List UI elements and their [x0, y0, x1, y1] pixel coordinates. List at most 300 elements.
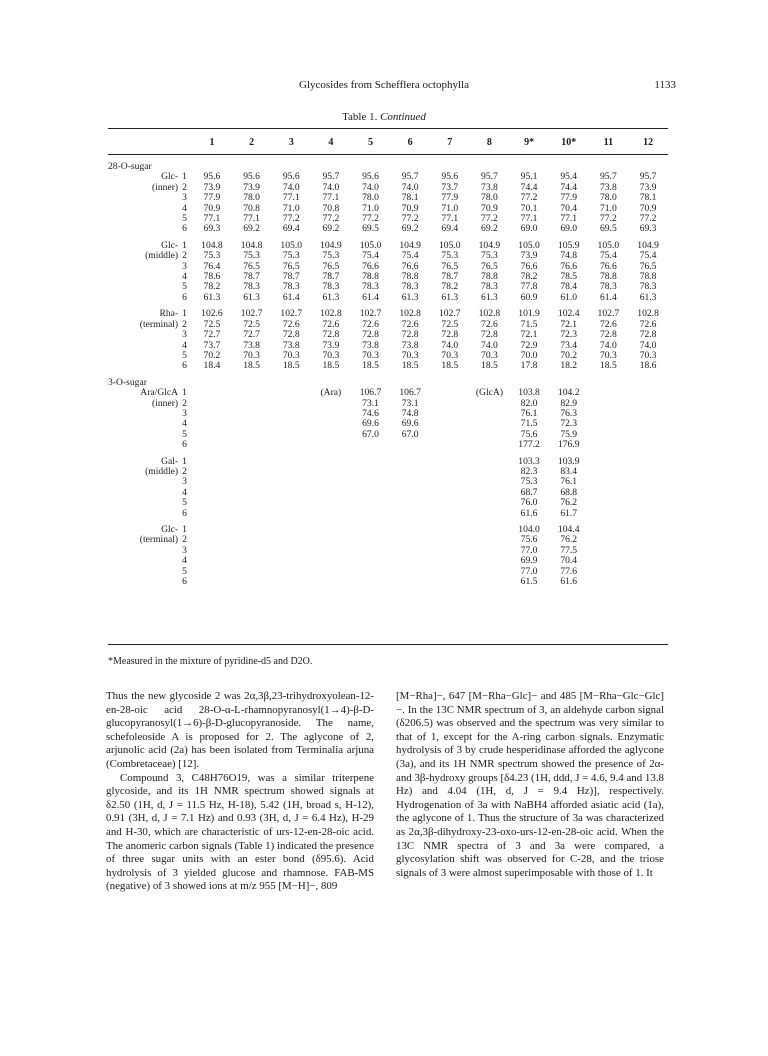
shift-value: 73.9: [520, 250, 538, 262]
shift-value: 77.9: [560, 192, 578, 204]
shift-value: [311, 509, 351, 519]
table-row: [108, 467, 668, 477]
shift-value: 78.0: [599, 192, 617, 204]
body-column-left: [106, 690, 374, 894]
shift-value: 69.4: [282, 223, 300, 235]
label-cell: [108, 409, 180, 419]
shift-value: [232, 498, 272, 508]
shift-value: [430, 399, 470, 409]
column-header: 8: [486, 136, 492, 148]
shift-value: 73.4: [560, 339, 578, 351]
carbon-position: 2: [182, 465, 187, 477]
shift-value: [232, 430, 272, 440]
shift-value: [271, 477, 311, 487]
table-row: [108, 272, 668, 282]
shift-value: 70.4: [560, 555, 578, 567]
shift-value: [470, 477, 510, 487]
shift-value: [589, 509, 629, 519]
column-header: 2: [249, 136, 255, 148]
shift-value: [271, 498, 311, 508]
shift-value: 104.9: [399, 239, 421, 251]
shift-value: [589, 477, 629, 487]
label-cell: [108, 361, 180, 371]
carbon-position: 3: [182, 192, 187, 204]
shift-value: 61.3: [441, 291, 459, 303]
shift-value: 78.8: [599, 271, 617, 283]
shift-value: [430, 535, 470, 545]
shift-value: 77.1: [322, 192, 340, 204]
sugar-label: Ara/GlcA: [140, 387, 179, 399]
shift-value: [232, 477, 272, 487]
carbon-position: 2: [182, 250, 187, 262]
table-row: [108, 525, 668, 535]
shift-value: 78.4: [560, 281, 578, 293]
shift-value: [311, 399, 351, 409]
carbon-position: 1: [182, 171, 187, 183]
shift-value: 76.5: [322, 260, 340, 272]
shift-value: [271, 488, 311, 498]
shift-value: [351, 509, 391, 519]
shift-value: 72.3: [560, 418, 578, 430]
shift-value: 61.6: [520, 507, 538, 519]
shift-value: 76.5: [481, 260, 498, 272]
shift-value: 70.9: [481, 202, 498, 214]
shift-value: 70.3: [599, 349, 617, 361]
shift-value: 70.2: [560, 349, 578, 361]
shift-value: [192, 535, 232, 545]
column-header: 6: [407, 136, 413, 148]
shift-value: 76.2: [560, 534, 578, 546]
label-cell: [108, 204, 180, 214]
shift-value: [628, 457, 668, 467]
shift-value: [470, 457, 510, 467]
table-header-row: [108, 130, 668, 156]
shift-value: 76.5: [243, 260, 260, 272]
section-title: 28-O-sugar: [108, 161, 152, 172]
shift-value: 95.4: [560, 171, 578, 183]
shift-value: 73.9: [639, 181, 657, 193]
shift-value: [390, 498, 430, 508]
shift-value: [430, 567, 470, 577]
carbon-position: 6: [182, 507, 187, 519]
shift-value: [390, 546, 430, 556]
sugar-sublabel: (inner): [152, 181, 179, 193]
shift-value: 78.2: [520, 271, 538, 283]
shift-value: 61.4: [599, 291, 617, 303]
shift-value: 104.8: [240, 239, 263, 251]
sugar-label: Glc-: [161, 239, 179, 251]
shift-value: 77.9: [441, 192, 459, 204]
shift-value: [311, 546, 351, 556]
shift-value: 78.8: [639, 271, 657, 283]
shift-value: [589, 556, 629, 566]
shift-value: 61.3: [322, 291, 340, 303]
shift-value: [628, 399, 668, 409]
shift-value: 78.6: [203, 271, 221, 283]
shift-value: [589, 457, 629, 467]
shift-value: 103.3: [518, 455, 540, 467]
shift-value: 77.2: [639, 213, 657, 225]
shift-value: 76.6: [401, 260, 419, 272]
shift-value: 95.6: [441, 171, 459, 183]
shift-value: [589, 388, 629, 398]
shift-value: [311, 419, 351, 429]
table-row: [108, 183, 668, 193]
shift-value: 69.2: [243, 223, 260, 235]
carbon-position: 1: [182, 308, 187, 320]
shift-value: 77.2: [481, 213, 498, 225]
shift-value: [351, 477, 391, 487]
shift-value: [390, 467, 430, 477]
shift-value: [628, 488, 668, 498]
shift-value: 104.2: [557, 387, 580, 399]
shift-value: 77.1: [520, 213, 538, 225]
shift-value: [390, 457, 430, 467]
shift-value: 72.6: [362, 318, 379, 330]
shift-value: 78.7: [243, 271, 260, 283]
shift-value: [271, 525, 311, 535]
shift-value: 105.0: [518, 239, 540, 251]
carbon-position: 3: [182, 476, 187, 488]
table-row: [108, 193, 668, 203]
shift-value: 75.3: [481, 250, 498, 262]
shift-value: 70.3: [481, 349, 498, 361]
shift-value: [311, 535, 351, 545]
shift-value: [628, 577, 668, 587]
shift-value: 73.1: [401, 397, 419, 409]
shift-value: [311, 488, 351, 498]
shift-value: [232, 419, 272, 429]
shift-value: 76.6: [520, 260, 538, 272]
shift-value: 104.0: [518, 524, 540, 535]
shift-value: 76.1: [560, 476, 578, 488]
label-cell: [108, 556, 180, 566]
shift-value: 76.6: [560, 260, 578, 272]
shift-value: [232, 567, 272, 577]
shift-value: [628, 546, 668, 556]
carbon-position: 5: [182, 497, 187, 509]
shift-value: 70.9: [401, 202, 419, 214]
shift-value: 102.4: [557, 308, 580, 320]
shift-value: 61.3: [639, 291, 657, 303]
shift-value: [390, 477, 430, 487]
shift-value: 68.8: [560, 486, 578, 498]
shift-value: 78.0: [243, 192, 260, 204]
shift-value: 78.3: [639, 281, 657, 293]
carbon-position: 5: [182, 281, 187, 293]
table-row: [108, 430, 668, 440]
shift-value: 69.2: [322, 223, 340, 235]
shift-value: [232, 409, 272, 419]
label-cell: [108, 440, 180, 450]
shift-value: 76.4: [203, 260, 221, 272]
shift-value: [232, 556, 272, 566]
carbon-position: 6: [182, 223, 187, 235]
shift-value: 72.1: [520, 329, 538, 341]
shift-value: [589, 399, 629, 409]
shift-value: 76.1: [520, 407, 538, 419]
shift-value: 72.8: [322, 329, 340, 341]
running-head: [0, 79, 768, 95]
shift-value: 78.3: [599, 281, 617, 293]
shift-value: [311, 477, 351, 487]
shift-value: [271, 430, 311, 440]
shift-value: 69.2: [401, 223, 419, 235]
shift-value: 61.6: [560, 576, 578, 588]
shift-value: [628, 567, 668, 577]
shift-value: 74.4: [560, 181, 578, 193]
shift-value: 73.8: [599, 181, 617, 193]
shift-value: 102.8: [478, 308, 501, 320]
shift-value: [271, 409, 311, 419]
carbon-position: 5: [182, 565, 187, 577]
shift-value: [470, 488, 510, 498]
shift-value: [351, 535, 391, 545]
sugar-label: Rha-: [159, 308, 179, 320]
shift-value: 83.4: [560, 465, 578, 477]
table-row: [108, 293, 668, 303]
shift-value: 78.7: [322, 271, 340, 283]
shift-value: 78.1: [639, 192, 657, 204]
shift-value: 75.3: [282, 250, 300, 262]
shift-value: 95.7: [481, 171, 498, 183]
shift-value: 77.9: [203, 192, 221, 204]
shift-value: [311, 556, 351, 566]
shift-value: 74.4: [520, 181, 538, 193]
shift-value: [351, 567, 391, 577]
carbon-position: 6: [182, 360, 187, 372]
shift-value: 104.9: [478, 239, 501, 251]
shift-value: 95.7: [599, 171, 617, 183]
shift-value: [390, 567, 430, 577]
shift-value: [470, 535, 510, 545]
shift-value: 72.6: [322, 318, 340, 330]
shift-value: 72.6: [481, 318, 498, 330]
body-column-right: [396, 690, 664, 880]
shift-value: [192, 509, 232, 519]
shift-value: 76.6: [599, 260, 617, 272]
shift-value: 69.0: [560, 223, 578, 235]
shift-value: 78.7: [282, 271, 300, 283]
shift-value: [271, 388, 311, 398]
shift-value: [470, 498, 510, 508]
shift-value: 78.3: [362, 281, 379, 293]
shift-value: [311, 525, 351, 535]
shift-value: [628, 509, 668, 519]
shift-value: 71.5: [520, 318, 538, 330]
shift-value: 77.1: [243, 213, 260, 225]
shift-value: 72.1: [560, 318, 578, 330]
shift-value: [192, 467, 232, 477]
shift-value: 61.3: [401, 291, 419, 303]
header-blank: [180, 130, 192, 156]
shift-value: 105.0: [359, 239, 382, 251]
shift-value: 104.8: [201, 239, 223, 251]
shift-value: 18.5: [362, 360, 379, 372]
shift-value: [271, 457, 311, 467]
shift-value: [430, 509, 470, 519]
shift-value: 78.3: [243, 281, 260, 293]
shift-value: [470, 467, 510, 477]
shift-value: [470, 430, 510, 440]
shift-value: 74.8: [401, 407, 419, 419]
table-footnote: *Measured in the mixture of pyridine-d5 and D2O.: [108, 656, 313, 667]
shift-value: 106.7: [359, 387, 382, 399]
shift-value: [351, 488, 391, 498]
shift-value: 82.0: [520, 397, 538, 409]
shift-value: 95.6: [243, 171, 260, 183]
shift-value: [192, 498, 232, 508]
label-cell: [108, 224, 180, 234]
shift-value: 61.4: [362, 291, 379, 303]
shift-value: 102.8: [399, 308, 421, 320]
shift-value: 18.5: [322, 360, 340, 372]
shift-value: 69.5: [599, 223, 617, 235]
shift-value: [351, 525, 391, 535]
label-cell: [108, 214, 180, 224]
section-title: 3-O-sugar: [108, 376, 147, 388]
shift-value: [351, 577, 391, 587]
carbon-position: 2: [182, 534, 187, 546]
label-cell: [108, 330, 180, 340]
shift-value: (Ara): [320, 387, 342, 399]
shift-value: 69.3: [639, 223, 657, 235]
table-row: [108, 509, 668, 519]
shift-value: 95.7: [322, 171, 340, 183]
column-header: 7: [447, 136, 453, 148]
shift-value: 78.3: [481, 281, 498, 293]
shift-value: 72.6: [639, 318, 657, 330]
carbon-position: 1: [182, 239, 187, 251]
shift-value: 77.0: [520, 544, 538, 556]
shift-value: [271, 440, 311, 450]
carbon-position: 1: [182, 455, 187, 467]
shift-value: [430, 577, 470, 587]
shift-value: 61.3: [243, 291, 260, 303]
carbon-position: 6: [182, 576, 187, 588]
shift-value: 76.0: [520, 497, 538, 509]
shift-value: [351, 498, 391, 508]
page-number: 1133: [654, 79, 676, 91]
table-row: [108, 320, 668, 330]
shift-value: 70.4: [560, 202, 578, 214]
shift-value: 105.0: [280, 239, 303, 251]
shift-value: [430, 388, 470, 398]
shift-value: [192, 457, 232, 467]
shift-value: 73.8: [243, 339, 260, 351]
shift-value: 102.6: [201, 308, 223, 320]
shift-value: [589, 430, 629, 440]
carbon-position: 2: [182, 397, 187, 409]
table-row: [108, 251, 668, 261]
shift-value: [390, 525, 430, 535]
label-cell: [108, 272, 180, 282]
shift-value: 73.8: [362, 339, 379, 351]
carbon-position: 5: [182, 349, 187, 361]
shift-value: 77.2: [322, 213, 340, 225]
label-cell: [108, 577, 180, 587]
body-paragraph: Compound 3, C48H76O19, was a similar triterpene glycoside, and its 1H NMR spectrum showed signals at δ2.50 (1H, d, J = 11.5 Hz, H-18), 5.42 (1H, broad s, H-12), 0.91 (3H, d, J = 7.1 Hz) and 0.93 (3H, d, J = 6.4 Hz), H-29 and H-30, which are characteristic of urs-12-en-28-oic acid. The anomeric carbon signals (Table 1) indicated the presence of three sugar units with an ester bond (δ95.6). Acid hydrolysis of 3 yielded glucose and rhamnose. FAB-MS (negative) of 3 showed ions at m/z 955 [M−H]−, 809: [106, 771, 374, 893]
shift-value: [311, 430, 351, 440]
shift-value: 75.3: [441, 250, 459, 262]
shift-value: [589, 467, 629, 477]
shift-value: 105.0: [438, 239, 461, 251]
carbon-position: 4: [182, 555, 187, 567]
shift-value: [271, 577, 311, 587]
shift-value: 70.3: [639, 349, 657, 361]
shift-value: [470, 409, 510, 419]
shift-value: 78.8: [481, 271, 498, 283]
shift-value: 69.2: [481, 223, 498, 235]
shift-value: [430, 477, 470, 487]
shift-value: 73.9: [322, 339, 340, 351]
shift-value: 78.5: [560, 271, 578, 283]
table-row: [108, 556, 668, 566]
column-header: 4: [328, 136, 334, 148]
table-row: [108, 282, 668, 292]
column-header: 1: [209, 136, 215, 148]
column-header: 3: [288, 136, 294, 148]
shift-value: 102.7: [359, 308, 382, 320]
shift-value: 71.0: [282, 202, 300, 214]
shift-value: [351, 556, 391, 566]
shift-value: 70.3: [243, 349, 260, 361]
shift-value: [390, 488, 430, 498]
shift-value: 102.8: [637, 308, 659, 320]
table-top-rule: [108, 128, 668, 129]
shift-value: 76.5: [441, 260, 459, 272]
shift-value: 74.0: [401, 181, 419, 193]
label-cell: [108, 341, 180, 351]
table-row: [108, 388, 668, 398]
shift-value: [628, 419, 668, 429]
shift-value: 73.8: [282, 339, 300, 351]
table-row: [108, 409, 668, 419]
shift-value: 72.8: [401, 329, 419, 341]
shift-value: [628, 409, 668, 419]
body-paragraph: [M−Rha]−, 647 [M−Rha−Glc]− and 485 [M−Rha−Glc−Glc]−. In the 13C NMR spectrum of 3, an aldehyde carbon signal (δ206.5) was observed and the spectrum was very similar to that of 1, except for the A-ring carbon signals. Enzymatic hydrolysis of 3 by crude hesperidinase afforded the aglycone (3a), and its 1H NMR spectrum showed the presence of 2α- and 3β-hydroxy groups [δ4.23 (1H, ddd, J = 4.6, 9.4 and 13.8 Hz) and 4.04 (1H, d, J = 9.4 Hz)], respectively. Hydrogenation of 3a with NaBH4 afforded asiatic acid (1a), the aglycone of 1. Thus the structure of 3a was characterized as 2α,3β-dihydroxy-23-oxo-urs-12-en-28-oic acid. When the 13C NMR spectra of 3 and 3a were compared, a glycosylation shift was observed for C-28, and the triose signals of 3 were almost superimposable with those of 1. It: [396, 690, 664, 879]
shift-value: 71.0: [599, 202, 617, 214]
shift-value: [430, 409, 470, 419]
shift-value: 77.6: [560, 565, 578, 577]
shift-value: [271, 399, 311, 409]
shift-value: [628, 430, 668, 440]
shift-value: [628, 440, 668, 450]
shift-value: 69.5: [362, 223, 379, 235]
shift-value: [589, 409, 629, 419]
shift-value: [470, 399, 510, 409]
shift-value: 78.2: [203, 281, 221, 293]
shift-value: 18.5: [282, 360, 300, 372]
shift-value: 18.6: [639, 360, 657, 372]
shift-value: 70.0: [520, 349, 538, 361]
shift-value: [430, 419, 470, 429]
shift-value: 70.3: [322, 349, 340, 361]
sugar-sublabel: (middle): [145, 250, 179, 262]
label-cell: [108, 509, 180, 519]
shift-value: 82.9: [560, 397, 578, 409]
shift-value: 95.6: [203, 171, 221, 183]
shift-value: [589, 546, 629, 556]
shift-value: [390, 509, 430, 519]
shift-value: [311, 409, 351, 419]
carbon-position: 4: [182, 418, 187, 430]
shift-value: [271, 509, 311, 519]
shift-value: [271, 467, 311, 477]
shift-value: 70.2: [203, 349, 221, 361]
shift-value: 102.7: [280, 308, 303, 320]
shift-value: 95.7: [401, 171, 419, 183]
